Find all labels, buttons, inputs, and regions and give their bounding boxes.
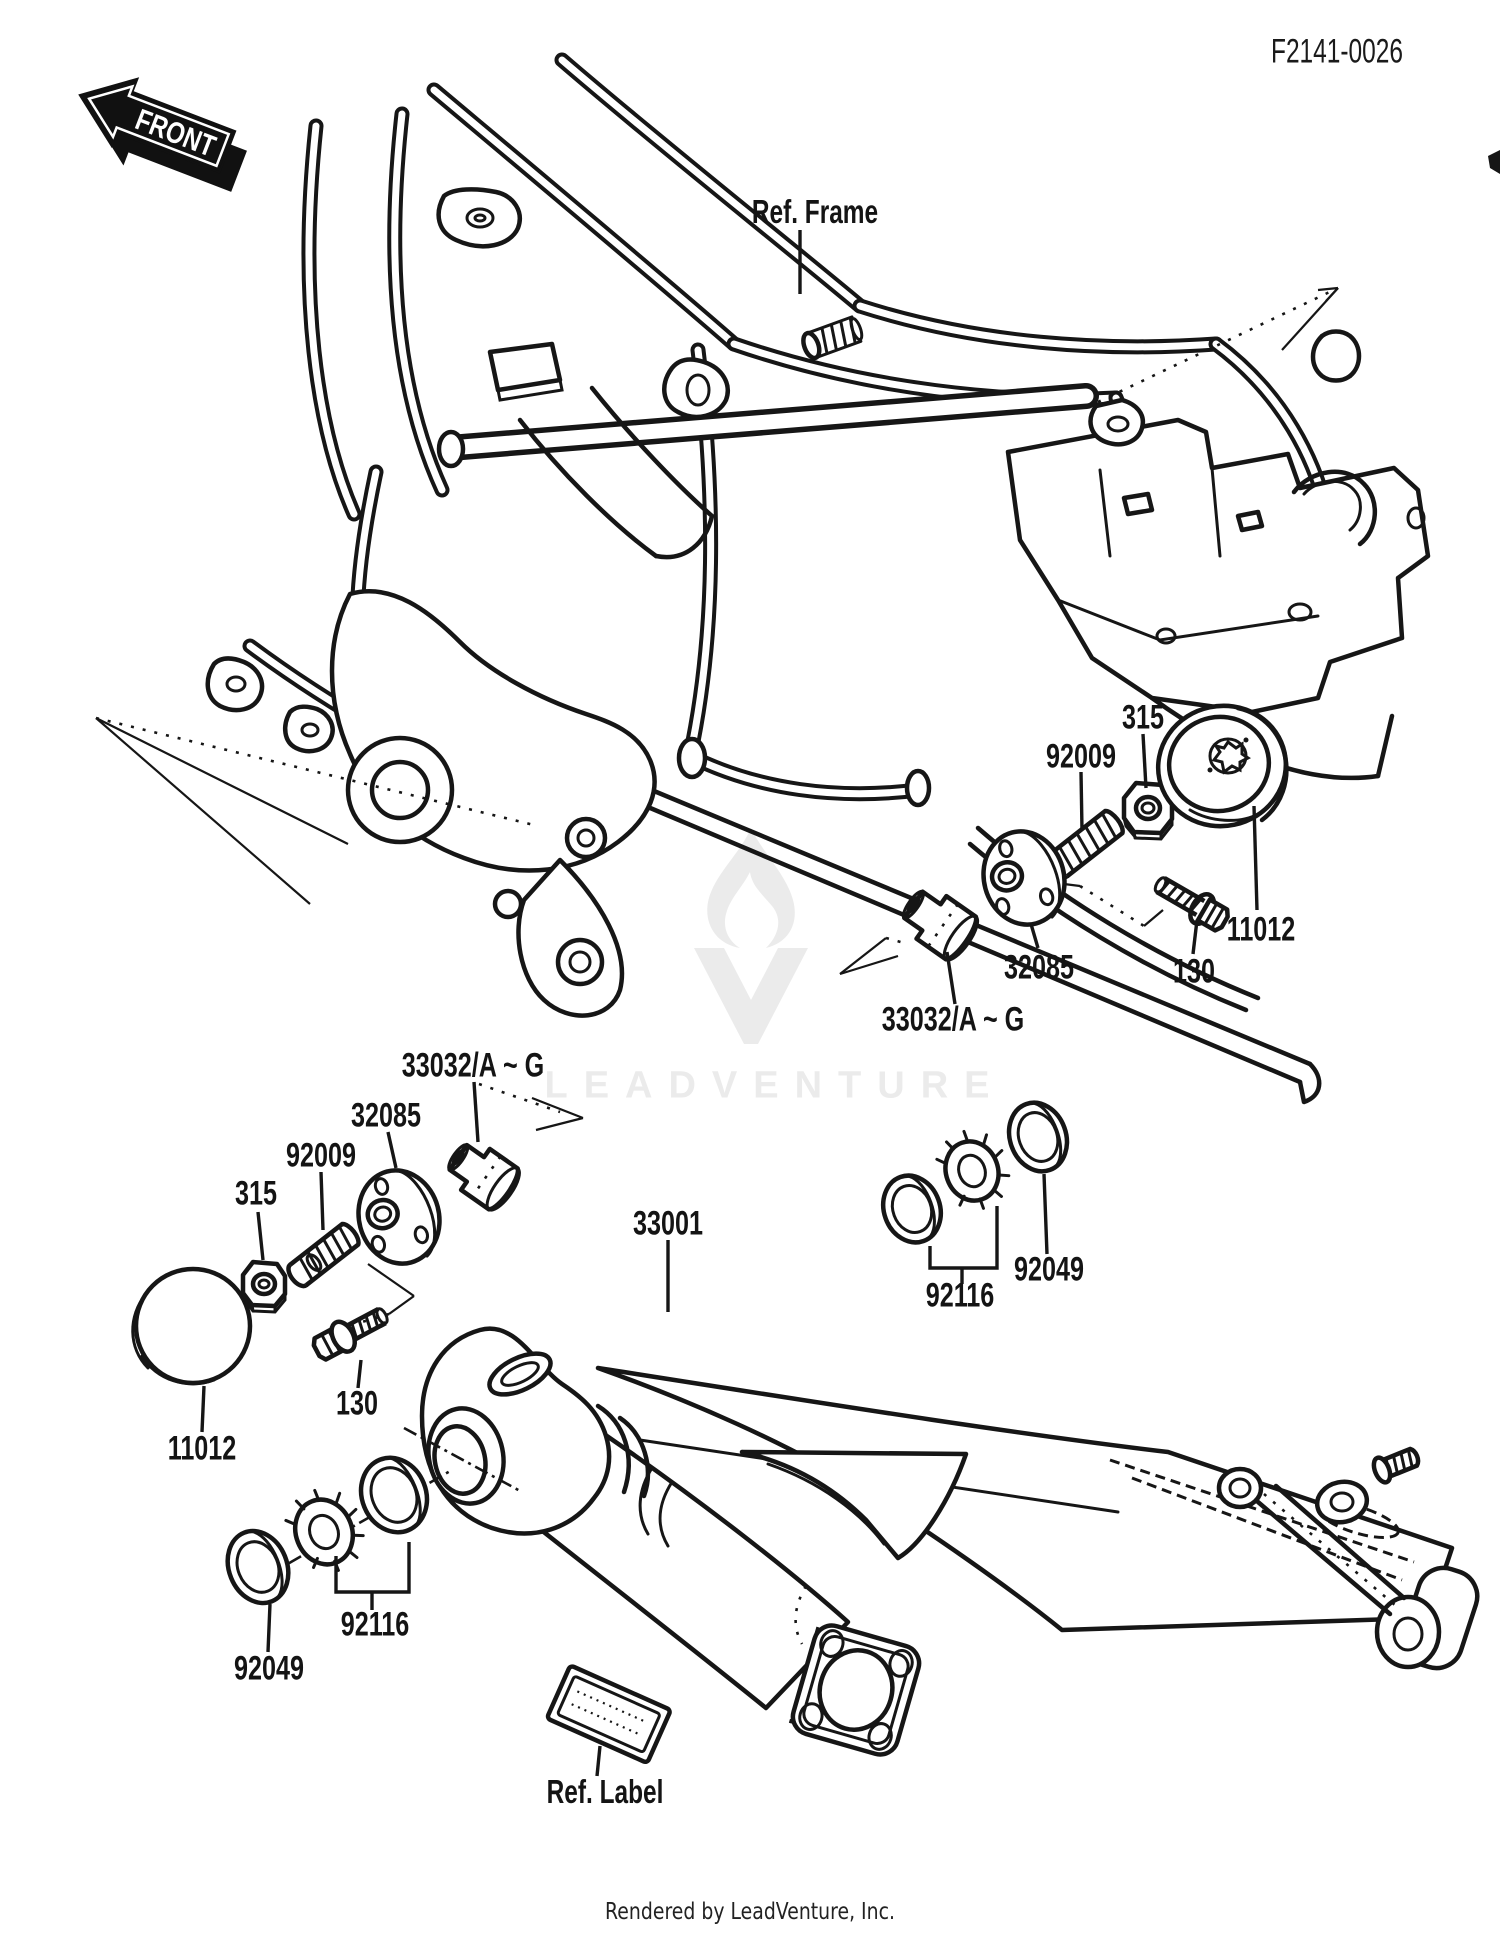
callout-33032-upper: 33032/A ~ G (881, 1000, 1025, 1039)
callout-33032-lower: 33032/A ~ G (401, 1046, 545, 1085)
seal-92049-left (217, 1522, 298, 1612)
shim-plate-32085-lower (348, 1161, 450, 1273)
diagram-code: F2141-0026 (1270, 32, 1404, 71)
callout-92049-right: 92049 (1014, 1250, 1084, 1289)
callout-33001: 33001 (633, 1204, 703, 1243)
bearing-92116-right (931, 1121, 1018, 1217)
bushing-33032-upper (894, 881, 983, 965)
callout-130-upper: 130 (1173, 952, 1215, 991)
callout-130-lower: 130 (336, 1384, 378, 1423)
ref-label-plate (547, 1665, 671, 1763)
callout-315-lower: 315 (235, 1174, 277, 1213)
watermark-text: LEADVENTURE (544, 1064, 1006, 1107)
bushing-33032-lower (440, 1134, 525, 1215)
bolt-130-lower (309, 1300, 393, 1365)
callout-92049-left: 92049 (234, 1649, 304, 1688)
callout-92116-right: 92116 (925, 1276, 995, 1315)
callout-11012-upper: 11012 (1226, 910, 1296, 949)
leadventure-flame-logo (694, 828, 808, 1044)
ref-frame-callout: Ref. Frame (751, 193, 879, 230)
bolt-130-upper (1149, 869, 1233, 936)
callout-11012-lower: 11012 (167, 1429, 237, 1468)
torque-link-stud (1371, 1444, 1422, 1485)
callout-32085-upper: 32085 (1004, 948, 1074, 987)
callout-92009-upper: 92009 (1046, 737, 1116, 776)
nut-315-lower (243, 1262, 285, 1312)
ref-label-callout: Ref. Label (546, 1773, 664, 1810)
callout-315-upper: 315 (1122, 698, 1164, 737)
front-label: FRONT (131, 101, 221, 164)
grease-fitting-92009-lower (285, 1221, 362, 1289)
seal-92049-right (1000, 1095, 1077, 1180)
cap-11012-lower (133, 1269, 250, 1384)
callout-92009-lower: 92009 (286, 1136, 356, 1175)
swingarm-drawing (242, 1329, 1484, 1776)
footer-credit: Rendered by LeadVenture, Inc. (605, 1899, 895, 1925)
callout-92116-left: 92116 (340, 1605, 410, 1644)
front-arrow-badge (62, 62, 257, 205)
callout-32085-lower: 32085 (351, 1096, 421, 1135)
